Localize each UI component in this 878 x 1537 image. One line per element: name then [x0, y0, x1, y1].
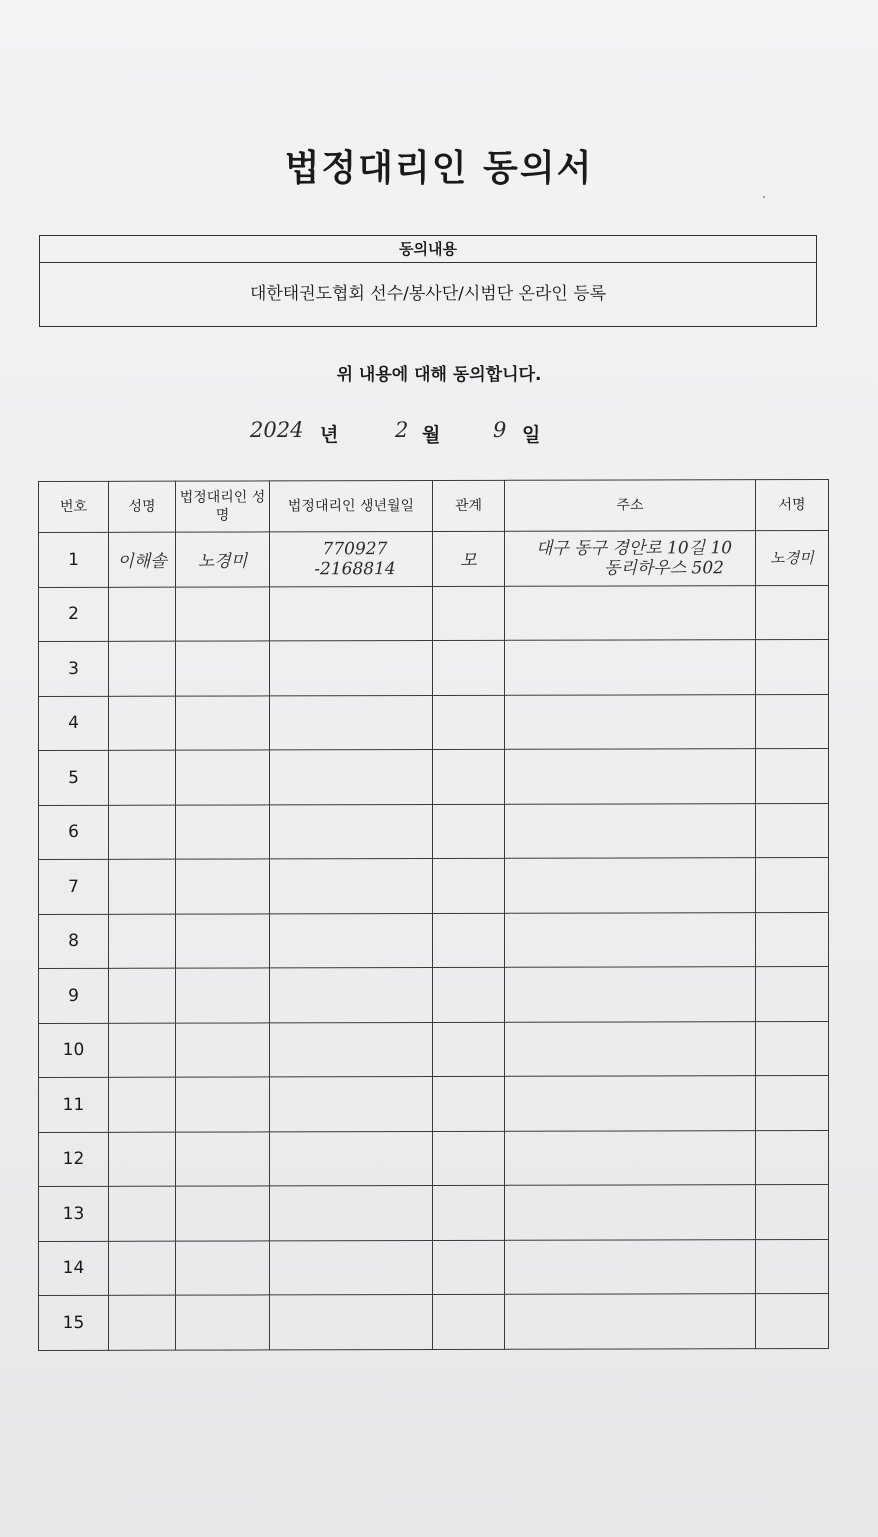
date-month-label: 월 — [422, 424, 441, 446]
student-name: 이해솔 — [109, 532, 176, 587]
guardian-birth-line2: -2168814 — [314, 558, 396, 580]
header-guardian-name: 법정대리인 성명 — [176, 481, 270, 532]
table-row — [39, 1075, 829, 1132]
table-row — [39, 585, 829, 642]
row-number: 13 — [39, 1186, 109, 1241]
table-row — [39, 1184, 829, 1241]
row-number: 8 — [39, 914, 109, 969]
address-line1: 대구 동구 경안로 10길 10 — [535, 537, 733, 559]
header-signature: 서명 — [756, 479, 829, 530]
table-row — [39, 857, 829, 914]
row-number: 14 — [39, 1241, 109, 1296]
row-number: 2 — [39, 587, 109, 642]
table-row — [39, 966, 829, 1023]
header-address: 주소 — [505, 480, 756, 532]
address-line2: 동리하우스 502 — [604, 557, 724, 579]
relation: 모 — [433, 531, 505, 586]
table-row — [39, 912, 829, 969]
address — [505, 531, 756, 586]
row-number: 5 — [39, 750, 109, 805]
agree-statement: 위 내용에 대해 동의합니다. — [336, 365, 542, 385]
table-header-row — [39, 479, 829, 532]
row-number: 10 — [39, 1023, 109, 1078]
row-number: 9 — [39, 968, 109, 1023]
registration-table-wrapper — [32, 479, 838, 1371]
document-title: 법정대리인 동의서 — [284, 148, 594, 189]
date-year-label: 년 — [320, 424, 339, 446]
date-month-value: 2 — [395, 418, 409, 442]
header-relation: 관계 — [433, 480, 505, 531]
registration-table — [38, 479, 829, 1351]
date-year-value: 2024 — [250, 418, 304, 442]
consent-box — [39, 235, 817, 327]
consent-header: 동의내용 — [40, 236, 816, 263]
table-row — [39, 639, 829, 696]
table-row — [39, 530, 829, 587]
row-number: 12 — [39, 1132, 109, 1187]
table-row — [39, 694, 829, 751]
row-number: 3 — [39, 641, 109, 696]
table-row — [39, 803, 829, 860]
date-day-value: 9 — [493, 418, 507, 442]
guardian-birth — [270, 532, 433, 587]
header-name: 성명 — [109, 481, 176, 532]
guardian-name: 노경미 — [176, 532, 270, 587]
table-row — [39, 1130, 829, 1187]
header-no: 번호 — [39, 481, 109, 532]
table-row — [39, 1021, 829, 1078]
row-number: 15 — [39, 1295, 109, 1350]
table-row — [39, 748, 829, 805]
row-number: 1 — [39, 532, 109, 587]
row-number: 6 — [39, 805, 109, 860]
table-row — [39, 1293, 829, 1350]
date-day-label: 일 — [522, 424, 541, 446]
header-guardian-birth: 법정대리인 생년월일 — [270, 481, 433, 532]
guardian-birth-line1: 770927 — [322, 538, 388, 560]
consent-body: 대한태권도협회 선수/봉사단/시범단 온라인 등록 — [249, 284, 607, 304]
paper-speck — [763, 196, 765, 198]
table-row — [39, 1239, 829, 1296]
row-number: 4 — [39, 696, 109, 751]
row-number: 11 — [39, 1077, 109, 1132]
signature: 노경미 — [756, 530, 829, 585]
row-number: 7 — [39, 859, 109, 914]
